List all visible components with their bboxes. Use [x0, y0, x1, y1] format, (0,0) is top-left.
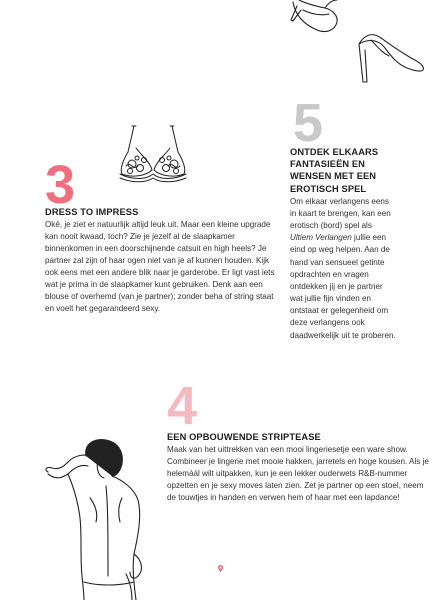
- section-5: [290, 146, 396, 342]
- location-pin-icon: [218, 565, 223, 572]
- body-text: jullie een eind op weg helpen. Aan de hand van sensueel getinte opdrachten en vragen ontdekken jij en je partner wat jullie fijn vinden en ontstaat er gelegenheid om deze verlangens ook daadwerkelijk uit te proberen.: [290, 233, 396, 340]
- man-undressing-illustration: [38, 436, 158, 600]
- game-title: Ultiem Verlangen: [290, 233, 352, 243]
- section-5-heading: [290, 146, 396, 195]
- high-heels-illustration: [285, 0, 443, 100]
- section-3-body: Oké, je ziet er natuurlijk altijd leuk uit. Maar een kleine upgrade kan nooit kwaad, toch? Zie je jezelf al de slaapkamer binnenkomen in een doorschijnende catsuit en high heels? Je partner zal zijn of haar ogen niet van je af kunnen houden. Kijk ook eens met een andere blik naar je garderobe. Er ligt vast iets wat je prima in de slaapkamer kunt gebruiken. Denk aan een blouse of overhemd (van je partner); zonder beha of string staat en voelt het gegarandeerd sexy.: [45, 220, 275, 314]
- section-3-heading: DRESS TO IMPRESS: [45, 207, 139, 217]
- lace-bra-illustration: [112, 122, 194, 184]
- section-4: [167, 431, 432, 504]
- section-4-body: Maak van het uittrekken van een mooi lingeriesetje een ware show. Combineer je lingerie met mooie hakken, jarretels en hoge kousen. Als je helemáál wilt uitpakken, kun je een lekker ouderwets R&B-nummer opzetten en je sexy moves laten zien. Zet je partner op een stoel, neem de touwtjes in handen en verwen hem of haar met een lapdance!: [167, 445, 429, 503]
- section-number-4: 4: [167, 376, 198, 436]
- section-number-5: 5: [293, 93, 324, 153]
- body-text: Om elkaar verlangens eens in kaart te brengen, kan een erotisch (bord) spel als: [290, 196, 391, 231]
- heading-line: ONTDEK ELKAARS: [290, 147, 379, 157]
- heading-line: FANTASIEËN EN: [290, 159, 365, 170]
- section-5-body: [290, 196, 396, 342]
- section-3: [45, 206, 280, 315]
- section-number-3: 3: [45, 155, 76, 215]
- heading-line: WENSEN MET EEN: [290, 171, 377, 182]
- heading-line: EROTISCH SPEL: [290, 183, 367, 194]
- section-4-heading: EEN OPBOUWENDE STRIPTEASE: [167, 432, 321, 442]
